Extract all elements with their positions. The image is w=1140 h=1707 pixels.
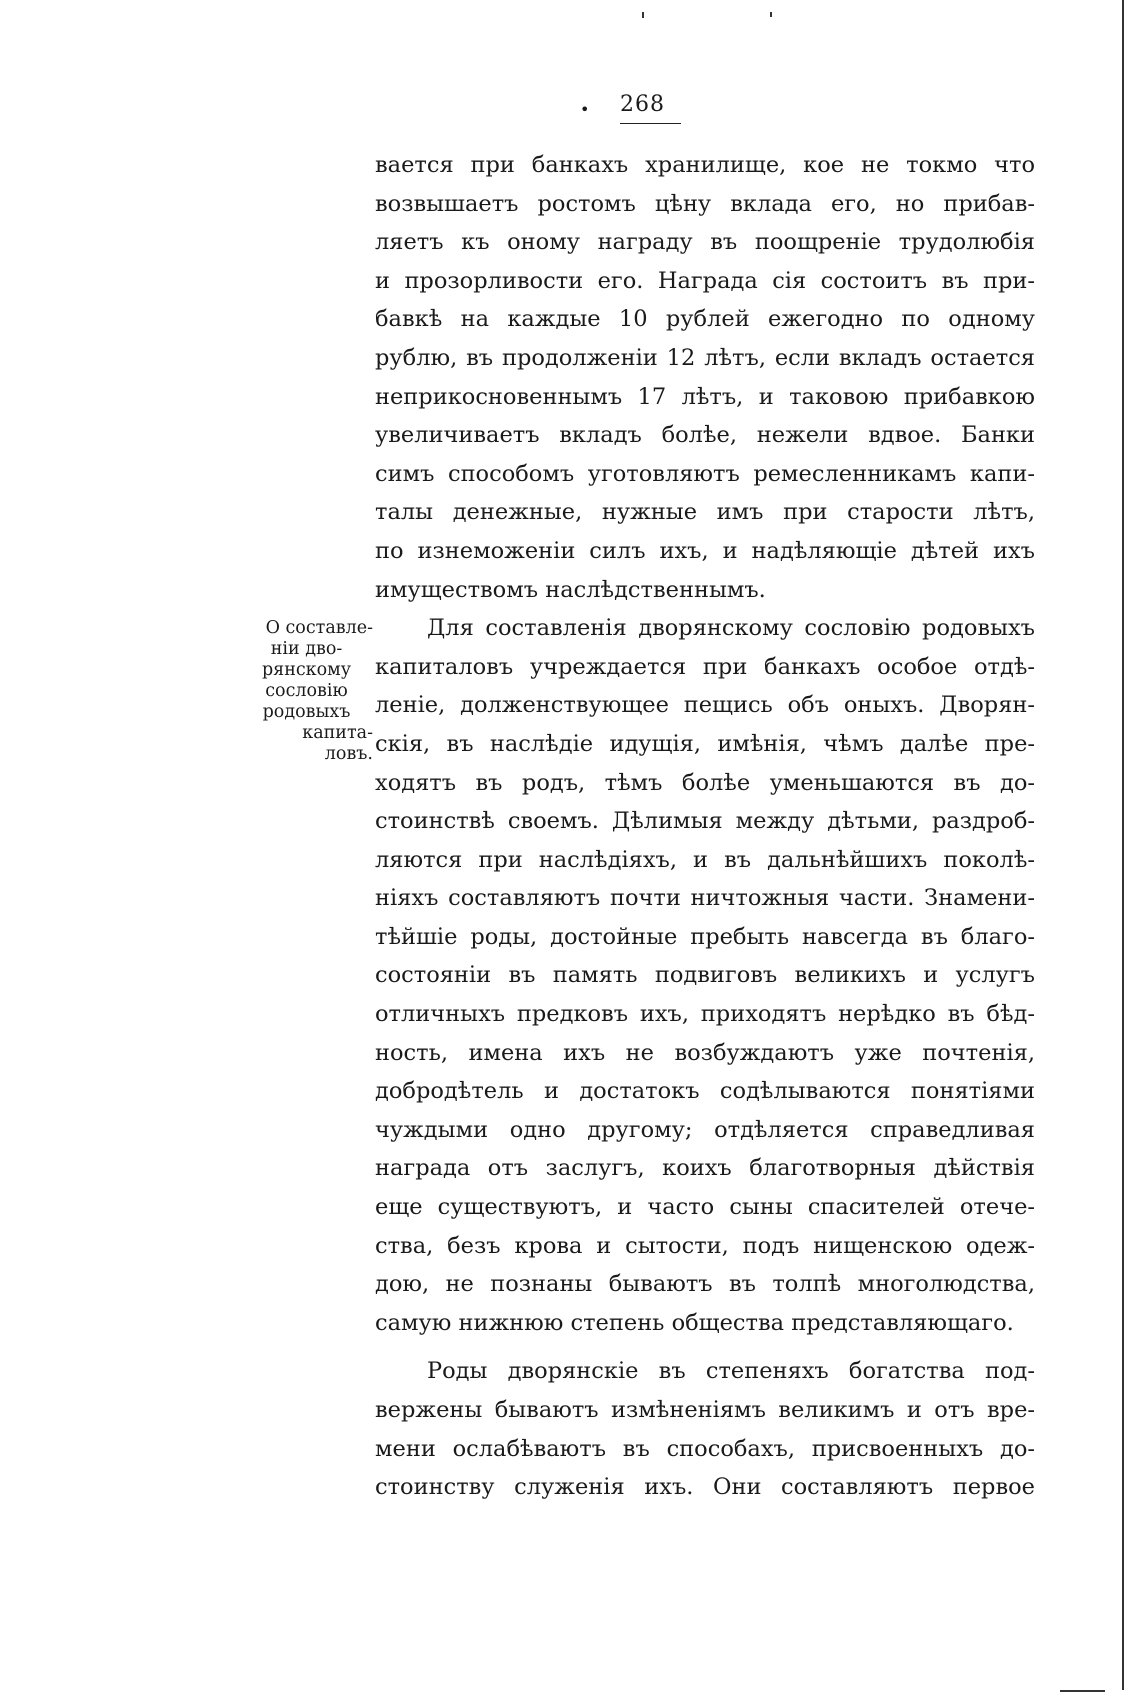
- text-line: ляются при наслѣдіяхъ, и въ дальнѣйшихъ поколѣ-: [375, 846, 1035, 873]
- page-number: 268: [620, 92, 681, 124]
- paragraph-2: [375, 609, 1035, 1342]
- text-line: Для составленія дворянскому сословію родовыхъ: [427, 615, 1035, 642]
- text-line: бавкѣ на каждые 10 рублей ежегодно по одному: [375, 306, 1035, 333]
- text-line: мени ослабѣваютъ въ способахъ, присвоенныхъ до-: [375, 1435, 1035, 1462]
- text-line: тѣйшіе роды, достойные пребыть навсегда въ благо-: [375, 923, 1035, 950]
- text-line: увеличиваетъ вкладъ болѣе, нежели вдвое. Банки: [375, 422, 1035, 449]
- text-line: дою, не познаны бываютъ въ толпѣ многолюдства,: [375, 1271, 1035, 1298]
- text-line: возвышаетъ ростомъ цѣну вклада его, но прибав-: [375, 190, 1035, 217]
- text-line: талы денежные, нужные имъ при старости лѣтъ,: [375, 499, 1035, 526]
- paragraph-gap: [375, 1342, 1035, 1352]
- paragraph-1: [375, 146, 1035, 609]
- text-line: ходятъ въ родъ, тѣмъ болѣе уменьшаются въ до-: [375, 769, 1035, 796]
- text-line: неприкосновеннымъ 17 лѣтъ, и таковою прибавкою: [375, 383, 1035, 410]
- text-line: самую нижнюю степень общества представляющаго.: [375, 1309, 1014, 1336]
- text-line: ства, безъ крова и сытости, подъ нищенскою одеж-: [375, 1232, 1035, 1259]
- marginal-note-line: ловъ.: [324, 744, 373, 764]
- marginal-note-line: О составле-: [265, 618, 373, 638]
- text-line: отличныхъ предковъ ихъ, приходятъ нерѣдко въ бѣд-: [375, 1001, 1035, 1028]
- text-line: вержены бываютъ измѣненіямъ великимъ и отъ вре-: [375, 1397, 1035, 1423]
- text-line: имуществомъ наслѣдственнымъ.: [375, 576, 766, 603]
- text-line: ность, имена ихъ не возбуждаютъ уже почтенія,: [375, 1039, 1035, 1066]
- text-line: и прозорливости его. Награда сія состоитъ въ при-: [375, 267, 1035, 294]
- scan-speck: [770, 12, 772, 17]
- text-line: добродѣтель и достатокъ содѣлываются понятіями: [375, 1078, 1035, 1105]
- marginal-note: [240, 618, 373, 765]
- text-line: леніе, долженствующее пещись объ оныхъ. Дворян-: [375, 692, 1035, 719]
- text-line: вается при банкахъ хранилище, кое не токмо что: [375, 152, 1035, 178]
- text-line: симъ способомъ уготовляютъ ремесленникамъ капи-: [375, 460, 1035, 487]
- text-line: ніяхъ составляютъ почти ничтожныя части. Знамени-: [375, 885, 1035, 912]
- scan-speck: [642, 12, 644, 18]
- scan-edge-tick: [1060, 1690, 1105, 1692]
- page-number-mark: •: [580, 100, 590, 119]
- text-line: Роды дворянскіе въ степеняхъ богатства под-: [427, 1358, 1035, 1385]
- scan-edge-line: [1122, 0, 1124, 1690]
- text-line: еще существуютъ, и часто сыны спасителей отече-: [375, 1194, 1035, 1221]
- text-line: по изнеможеніи силъ ихъ, и надѣляющіе дѣтей ихъ: [375, 537, 1035, 564]
- text-line: состояніи въ память подвиговъ великихъ и услугъ: [375, 962, 1035, 989]
- text-line: капиталовъ учреждается при банкахъ особое отдѣ-: [375, 653, 1035, 680]
- marginal-note-line: сословію: [265, 681, 348, 701]
- text-line: чуждыми одно другому; отдѣляется справедливая: [375, 1116, 1035, 1143]
- text-line: рублю, въ продолженіи 12 лѣтъ, если вкладъ остается: [375, 344, 1035, 371]
- marginal-note-line: рянскому: [261, 660, 352, 680]
- marginal-note-line: ніи дво-: [270, 639, 343, 659]
- marginal-note-line: капита-: [302, 723, 373, 743]
- text-line: стоинству служенія ихъ. Они составляютъ первое: [375, 1474, 1035, 1501]
- text-line: стоинствѣ своемъ. Дѣлимыя между дѣтьми, раздроб-: [375, 808, 1035, 835]
- marginal-note-line: родовыхъ: [262, 702, 351, 722]
- main-text: [375, 146, 1035, 1507]
- text-line: скія, въ наслѣдіе идущія, имѣнія, чѣмъ далѣе пре-: [375, 730, 1035, 757]
- text-line: ляетъ къ оному награду въ поощреніе трудолюбія: [375, 229, 1035, 256]
- text-line: награда отъ заслугъ, коихъ благотворныя дѣйствія: [375, 1155, 1035, 1182]
- paragraph-3: [375, 1352, 1035, 1506]
